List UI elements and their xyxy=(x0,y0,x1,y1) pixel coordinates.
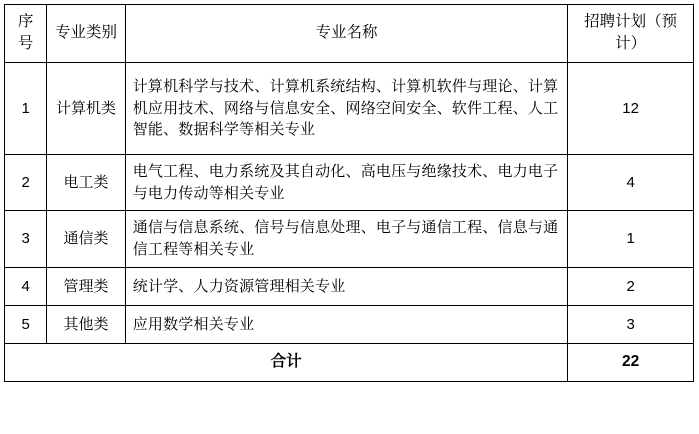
row-no: 3 xyxy=(5,211,47,268)
row-major: 通信与信息系统、信号与信息处理、电子与通信工程、信息与通信工程等相关专业 xyxy=(125,211,568,268)
table-row xyxy=(5,267,694,305)
table-row xyxy=(5,154,694,211)
table-row xyxy=(5,62,694,154)
table-header-row xyxy=(5,5,694,63)
column-header-no: 序号 xyxy=(5,5,47,63)
total-label: 合计 xyxy=(5,343,568,381)
row-category: 通信类 xyxy=(47,211,125,268)
row-no: 4 xyxy=(5,267,47,305)
row-category: 其他类 xyxy=(47,305,125,343)
table-row xyxy=(5,211,694,268)
row-major: 电气工程、电力系统及其自动化、高电压与绝缘技术、电力电子与电力传动等相关专业 xyxy=(125,154,568,211)
table-row xyxy=(5,305,694,343)
column-header-plan: 招聘计划（预计） xyxy=(568,5,694,63)
total-value: 22 xyxy=(568,343,694,381)
column-header-major: 专业名称 xyxy=(125,5,568,63)
row-plan: 3 xyxy=(568,305,694,343)
row-category: 计算机类 xyxy=(47,62,125,154)
row-no: 1 xyxy=(5,62,47,154)
table-total-row xyxy=(5,343,694,381)
table-body xyxy=(5,62,694,381)
row-plan: 2 xyxy=(568,267,694,305)
column-header-category: 专业类别 xyxy=(47,5,125,63)
row-plan: 1 xyxy=(568,211,694,268)
row-category: 管理类 xyxy=(47,267,125,305)
row-category: 电工类 xyxy=(47,154,125,211)
table-header xyxy=(5,5,694,63)
row-major: 计算机科学与技术、计算机系统结构、计算机软件与理论、计算机应用技术、网络与信息安全、网络空间安全、软件工程、人工智能、数据科学等相关专业 xyxy=(125,62,568,154)
row-no: 5 xyxy=(5,305,47,343)
row-no: 2 xyxy=(5,154,47,211)
row-major: 应用数学相关专业 xyxy=(125,305,568,343)
row-plan: 4 xyxy=(568,154,694,211)
row-plan: 12 xyxy=(568,62,694,154)
recruitment-plan-table xyxy=(4,4,694,382)
row-major: 统计学、人力资源管理相关专业 xyxy=(125,267,568,305)
